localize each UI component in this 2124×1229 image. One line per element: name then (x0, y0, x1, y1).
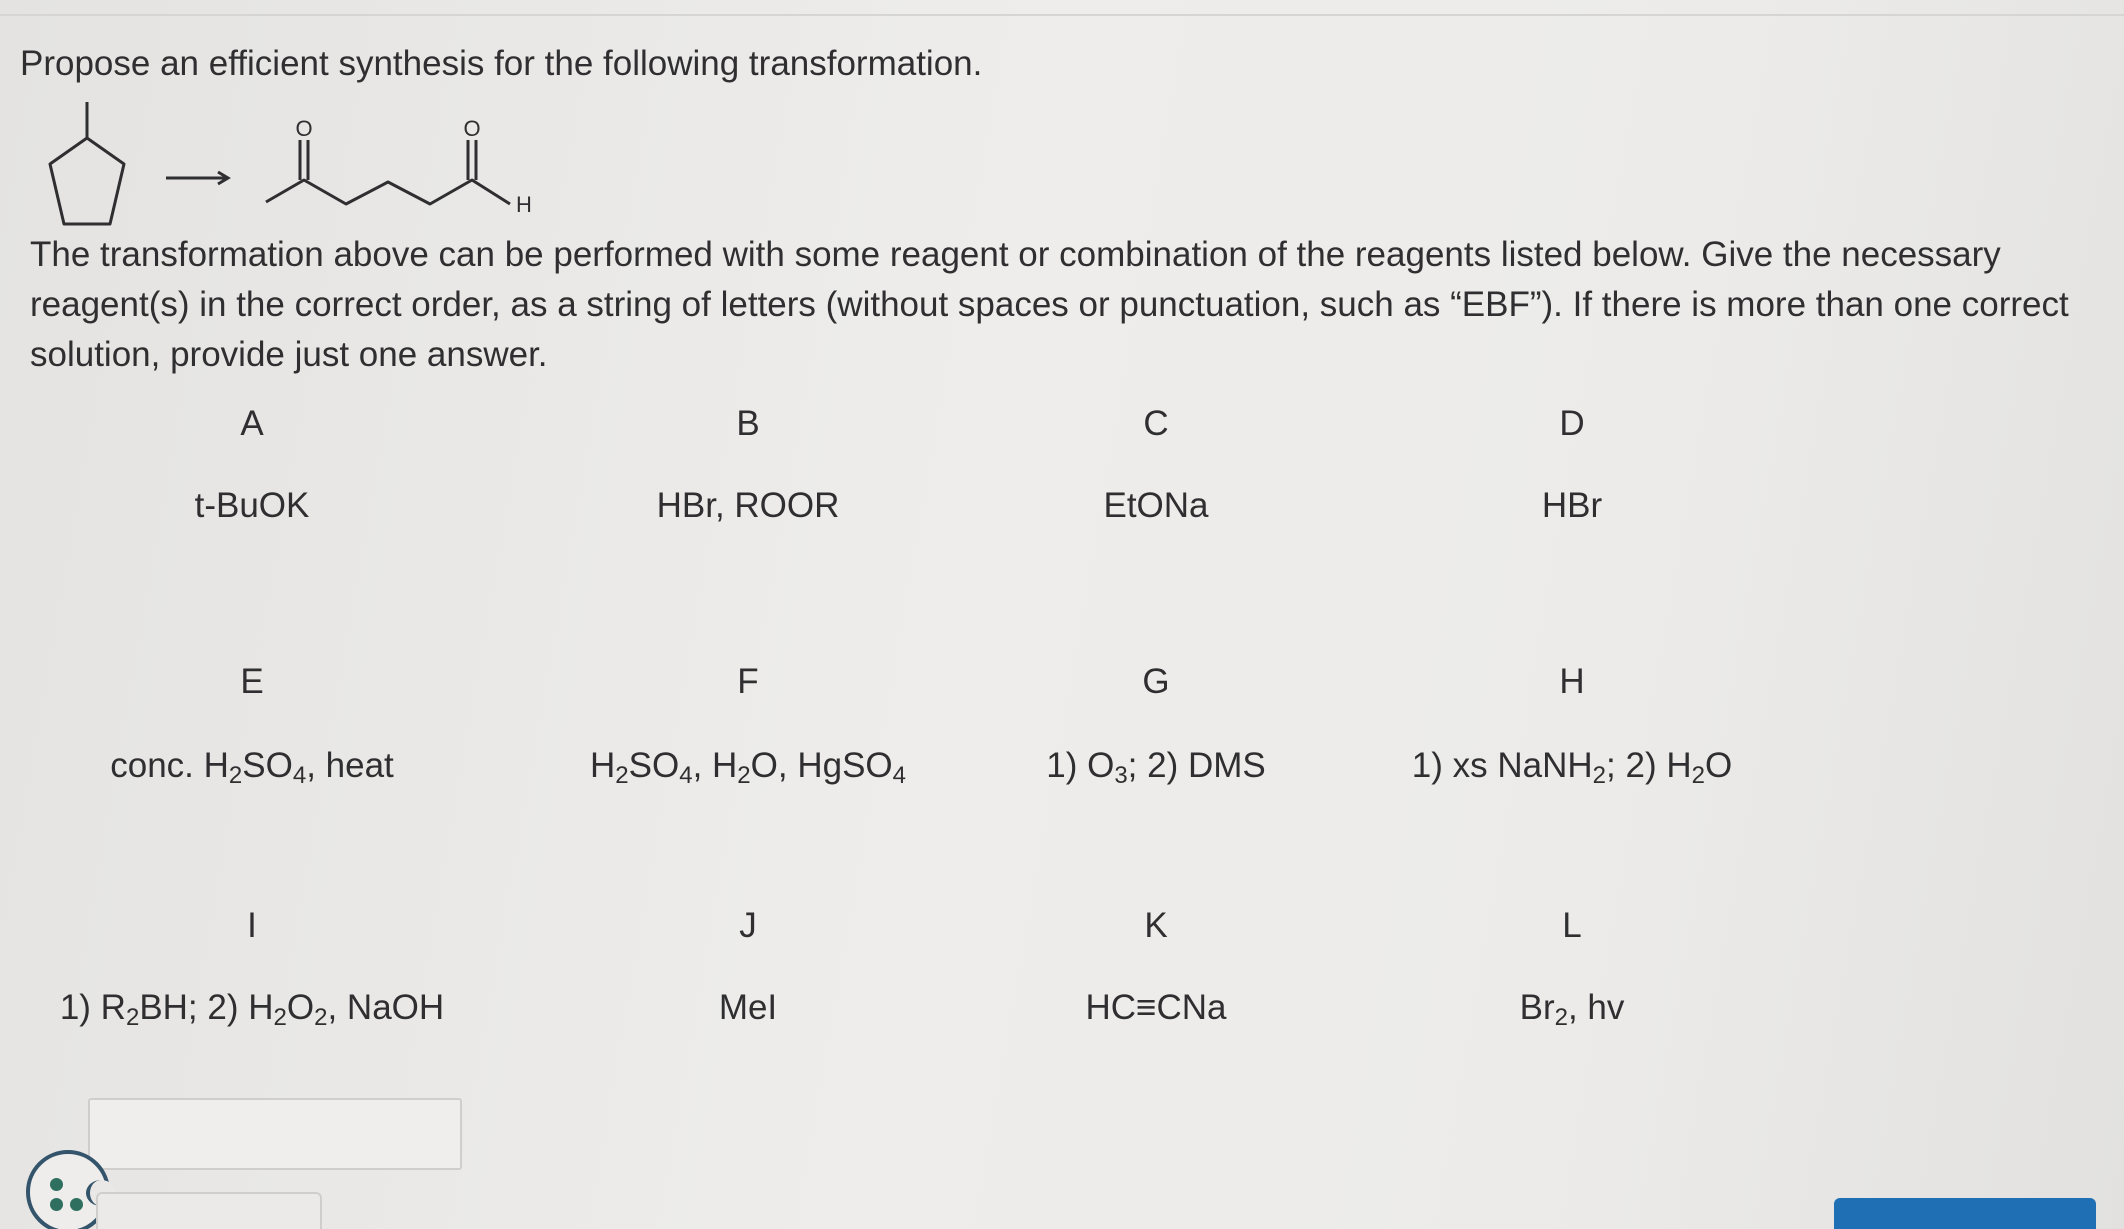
formula-text: ; 2) DMS (1127, 746, 1266, 785)
reagent-option-g (926, 660, 1386, 788)
formula-subscript: 2 (615, 762, 629, 789)
formula-text: , H (692, 746, 738, 785)
formula-text: O, HgSO (750, 746, 893, 785)
question-prompt: Propose an efficient synthesis for the following transformation. (20, 44, 983, 83)
reagent-formula (926, 484, 1386, 528)
formula-text: H (589, 746, 616, 785)
reagent-formula (926, 986, 1386, 1030)
reagent-formula (926, 744, 1386, 788)
formula-subscript: 2 (1691, 762, 1705, 789)
formula-text: O (286, 988, 315, 1027)
formula-text: EtONa (1103, 486, 1209, 525)
formula-text: ; 2) H (1606, 746, 1692, 785)
formula-text: Br (1519, 988, 1555, 1027)
reagent-option-e (22, 660, 482, 788)
reagent-option-b (518, 402, 978, 528)
formula-text: BH; 2) H (139, 988, 274, 1027)
formula-subscript: 3 (1114, 762, 1128, 789)
palette-dot (70, 1198, 83, 1211)
formula-text: t-BuOK (194, 486, 310, 525)
reagent-letter: B (736, 404, 760, 443)
instructions-text: The transformation above can be performed with some reagent or combination of the reagents listed below. Give the necessary reagent(s) in the correct order, as a string of letters (without spaces or punctuation, such as “EBF”). If there is more than one correct solution, provide just one answer. (30, 235, 2069, 374)
reagent-formula (22, 484, 482, 528)
reagent-option-k (926, 904, 1386, 1030)
product-ketone-oxygen-label: O (295, 116, 313, 141)
reagent-option-j (518, 904, 978, 1030)
reagent-option-f (518, 660, 978, 788)
formula-subscript: 2 (125, 1004, 140, 1031)
reagent-letter: E (240, 662, 264, 701)
reagent-letter: J (739, 906, 757, 945)
reagent-letter: F (737, 662, 759, 701)
product-aldehyde-hydrogen-label: H (516, 192, 532, 217)
formula-text: HBr (1541, 486, 1603, 525)
reagent-letter: C (1143, 404, 1169, 443)
reagent-option-h (1342, 660, 1802, 788)
formula-text: , heat (306, 746, 394, 785)
reagent-formula (518, 484, 978, 528)
reagent-formula (1342, 744, 1802, 788)
formula-subscript: 2 (314, 1004, 328, 1031)
palette-dot (50, 1178, 63, 1191)
formula-text: 1) O (1046, 746, 1115, 785)
product-aldehyde-oxygen-label: O (463, 116, 481, 141)
reagent-formula (22, 744, 482, 788)
formula-text: 1) xs NaNH (1411, 746, 1593, 785)
reagent-option-d (1342, 402, 1802, 528)
formula-text: MeI (718, 988, 778, 1027)
formula-text: HC≡CNa (1085, 988, 1227, 1027)
formula-subscript: 2 (1592, 762, 1607, 789)
formula-subscript: 4 (292, 762, 307, 789)
reagent-letter: K (1144, 906, 1168, 945)
reagent-formula (1342, 986, 1802, 1030)
reagent-letter: L (1562, 906, 1582, 945)
reagent-letter: D (1559, 404, 1585, 443)
reagent-formula (518, 744, 978, 788)
formula-text: SO (628, 746, 680, 785)
reagent-letter: I (247, 906, 257, 945)
reagent-formula (518, 986, 978, 1030)
reagent-option-a (22, 402, 482, 528)
submit-button[interactable] (1834, 1198, 2096, 1229)
reagent-option-i (22, 904, 482, 1030)
reagent-letter: G (1142, 662, 1170, 701)
formula-subscript: 4 (892, 762, 906, 789)
formula-text: HBr, ROOR (656, 486, 840, 525)
formula-subscript: 2 (273, 1004, 287, 1031)
formula-text: O (1704, 746, 1733, 785)
formula-subscript: 2 (1554, 1004, 1568, 1031)
formula-subscript: 2 (228, 762, 243, 789)
formula-text: conc. H (110, 746, 229, 785)
calculator-button[interactable] (96, 1192, 322, 1229)
formula-subscript: 4 (679, 762, 693, 789)
formula-subscript: 2 (737, 762, 751, 789)
reagent-letter: A (240, 404, 264, 443)
reagent-letter: H (1559, 662, 1585, 701)
reagent-option-l (1342, 904, 1802, 1030)
formula-text: , hv (1567, 988, 1625, 1027)
formula-text: , NaOH (327, 988, 445, 1027)
reagent-formula (22, 986, 482, 1030)
reagent-option-c (926, 402, 1386, 528)
reagent-formula (1342, 484, 1802, 528)
palette-dot (50, 1198, 63, 1211)
answer-input[interactable] (88, 1098, 462, 1170)
formula-text: 1) R (59, 988, 126, 1027)
formula-text: SO (242, 746, 293, 785)
